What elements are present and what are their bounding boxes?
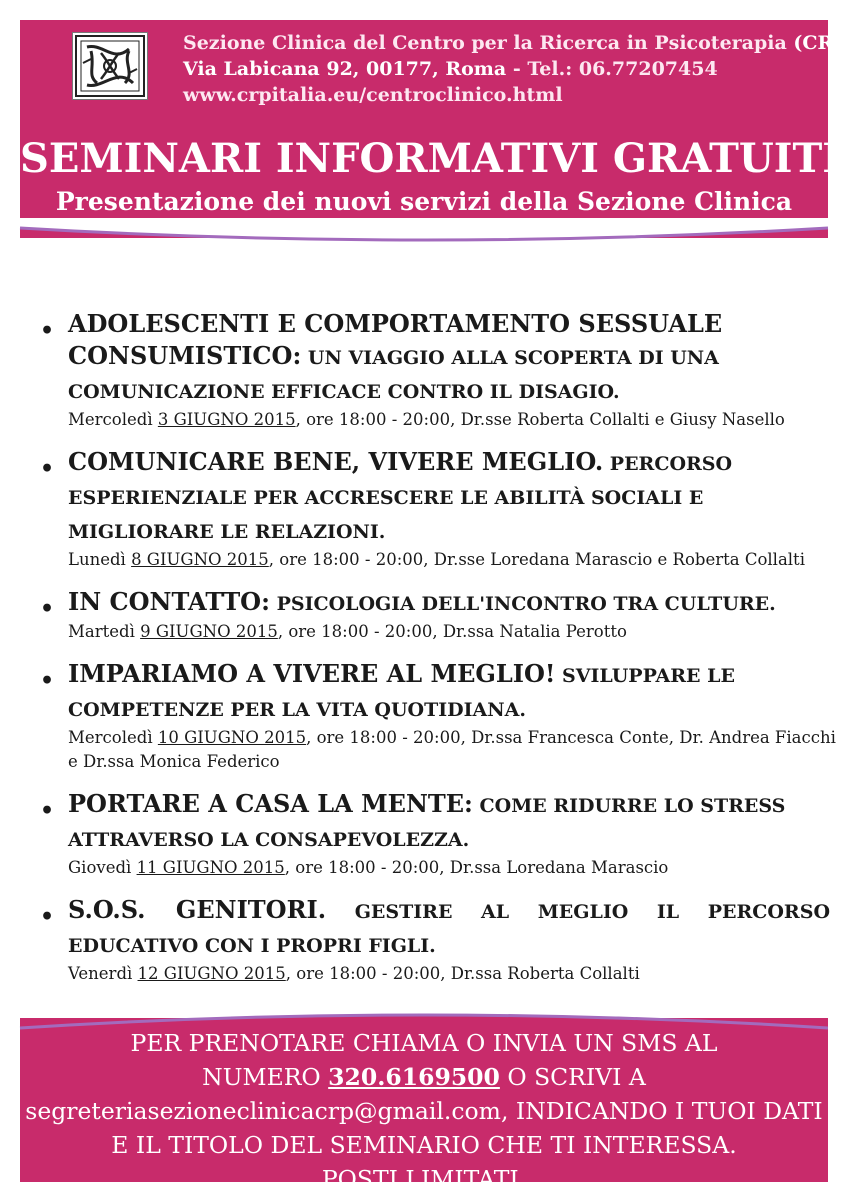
list-item <box>40 894 830 986</box>
seminar-details: Mercoledì 10 GIUGNO 2015, ore 18:00 - 20:00, Dr.ssa Francesca Conte, Dr. Andrea Fiacchi <box>68 728 836 747</box>
list-item <box>40 658 836 774</box>
seminar-title: IN CONTATTO <box>68 587 262 616</box>
seminar-heading <box>68 446 830 548</box>
seminar-details-continued: e Dr.ssa Monica Federico <box>68 752 280 771</box>
booking-line: E IL TITOLO DEL SEMINARIO CHE TI INTERESSA. <box>111 1131 737 1159</box>
footer-banner <box>20 1018 828 1193</box>
bullet: • <box>40 456 55 482</box>
seminar-details: Mercoledì 3 GIUGNO 2015, ore 18:00 - 20:00, Dr.sse Roberta Collalti e Giusy Nasello <box>68 410 785 429</box>
seminar-heading <box>68 658 830 726</box>
booking-info <box>20 1026 828 1196</box>
list-item <box>40 308 830 432</box>
list-item <box>40 446 830 572</box>
seminar-heading: PORTARE A CASA LA MENTE: COME RIDURRE LO STRESS ATTRAVERSO LA CONSAPEVOLEZZA. <box>68 789 786 851</box>
seminar-title: COMUNICARE BENE, VIVERE MEGLIO. <box>68 447 604 476</box>
contact-block <box>183 30 857 108</box>
bullet: • <box>40 596 55 622</box>
seminar-title: S.O.S. GENITORI. <box>68 895 327 924</box>
page-subtitle: Presentazione dei nuovi servizi della Sezione Clinica <box>55 187 793 216</box>
seminar-title: PORTARE A CASA LA MENTE <box>68 789 465 818</box>
crp-logo <box>72 32 148 100</box>
crp-acronym: (CRP) <box>793 32 857 54</box>
seminar-date: 3 GIUGNO 2015 <box>157 410 296 429</box>
booking-line: PER PRENOTARE CHIAMA O INVIA UN SMS AL <box>130 1029 718 1057</box>
website-link[interactable]: www.crpitalia.eu/centroclinico.html <box>183 84 563 106</box>
bullet: • <box>40 668 55 694</box>
bullet: • <box>40 318 55 344</box>
organization-line: Sezione Clinica del Centro per la Ricerca in Psicoterapia (CRP) <box>183 32 857 54</box>
seminar-description: PSICOLOGIA DELL'INCONTRO TRA CULTURE. <box>269 593 776 615</box>
seminar-heading: ADOLESCENTI E COMPORTAMENTO SESSUALE CONSUMISTICO: UN VIAGGIO ALLA SCOPERTA DI UNA COMUNICAZIONE EFFICACE CONTRO IL DISAGIO. <box>68 309 723 403</box>
list-item <box>40 586 830 644</box>
seminar-details: Giovedì 11 GIUGNO 2015, ore 18:00 - 20:00, Dr.ssa Loredana Marascio <box>68 858 669 877</box>
email-line[interactable]: segreteriasezioneclinicacrp@gmail.com, INDICANDO I TUOI DATI <box>25 1097 823 1125</box>
booking-line: NUMERO 320.6169500 O SCRIVI A <box>202 1063 646 1091</box>
seminar-date: 9 GIUGNO 2015 <box>140 622 278 641</box>
seminar-description: GESTIRE AL MEGLIO IL PERCORSO EDUCATIVO CON I PROPRI FIGLI. <box>68 901 830 957</box>
address-line: Via Labicana 92, 00177, Roma - Tel.: 06.77207454 <box>183 58 718 80</box>
seminar-title: ADOLESCENTI E COMPORTAMENTO SESSUALE CONSUMISTICO <box>68 309 723 370</box>
seminar-description: UN VIAGGIO ALLA SCOPERTA DI UNA COMUNICAZIONE EFFICACE CONTRO IL DISAGIO. <box>68 347 719 403</box>
seminar-date: 12 GIUGNO 2015 <box>137 964 286 983</box>
seminar-description: SVILUPPARE LE COMPETENZE PER LA VITA QUOTIDIANA. <box>68 665 735 721</box>
seminar-details: Lunedì 8 GIUGNO 2015, ore 18:00 - 20:00, Dr.sse Loredana Marascio e Roberta Collalti <box>68 550 805 569</box>
seminar-description: PERCORSO ESPERIENZIALE PER ACCRESCERE LE ABILITÀ SOCIALI E MIGLIORARE LE RELAZIONI. <box>68 453 733 543</box>
seminar-description: COME RIDURRE LO STRESS ATTRAVERSO LA CONSAPEVOLEZZA. <box>68 795 786 851</box>
bullet: • <box>40 904 55 930</box>
list-item <box>40 788 830 880</box>
phone-number-link[interactable]: 320.6169500 <box>328 1063 500 1091</box>
seminar-date: 10 GIUGNO 2015 <box>157 728 307 747</box>
seminar-heading: IN CONTATTO: PSICOLOGIA DELL'INCONTRO TRA CULTURE. <box>68 587 776 616</box>
celtic-knot-icon <box>73 33 147 99</box>
limited-seats-note: POSTI LIMITATI. <box>321 1165 527 1193</box>
bullet: • <box>40 798 55 824</box>
seminar-title: IMPARIAMO A VIVERE AL MEGLIO! <box>68 659 556 688</box>
banner-curve <box>20 218 828 248</box>
seminar-details: Martedì 9 GIUGNO 2015, ore 18:00 - 20:00, Dr.ssa Natalia Perotto <box>68 622 627 641</box>
header-banner <box>20 20 857 238</box>
seminar-heading <box>68 894 830 962</box>
seminar-date: 11 GIUGNO 2015 <box>136 858 285 877</box>
seminar-list <box>40 308 836 986</box>
seminar-date: 8 GIUGNO 2015 <box>131 550 269 569</box>
seminar-details: Venerdì 12 GIUGNO 2015, ore 18:00 - 20:00, Dr.ssa Roberta Collalti <box>68 964 640 983</box>
page-title: SEMINARI INFORMATIVI GRATUITI <box>20 135 841 182</box>
